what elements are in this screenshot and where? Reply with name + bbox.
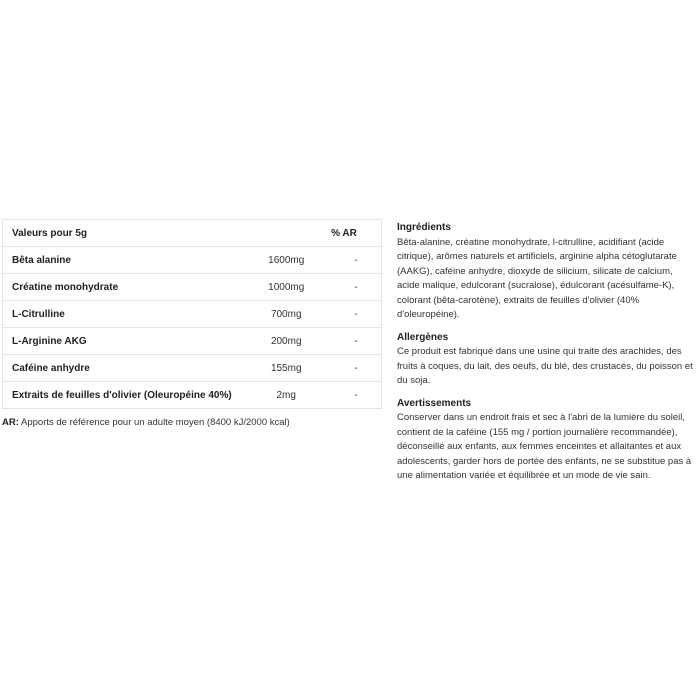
- warnings-text: Conserver dans un endroit frais et sec à l'abri de la lumière du soleil, contient de la caféine (155 mg / portion journalière recommandée), déconseillé aux enfants, aux femmes enceintes et allaitantes et aux adolescents, garder hors de portée des enfants, ne se substitue pas à une alimentation variée et équilibrée et un mode de vie sain.: [397, 412, 692, 481]
- allergens-title: Allergènes: [397, 331, 449, 343]
- nutrient-amount: 2mg: [276, 389, 296, 401]
- nutrient-amount: 200mg: [241, 328, 331, 355]
- nutrient-ar: -: [331, 301, 381, 328]
- nutrition-table: [2, 219, 382, 409]
- header-values-label: Valeurs pour 5g: [3, 220, 242, 247]
- allergens-section: [397, 331, 697, 389]
- header-ar-label: % AR: [331, 220, 381, 247]
- nutrient-amount: 700mg: [241, 301, 331, 328]
- nutrient-ar: -: [354, 389, 358, 401]
- nutrition-panel: [2, 219, 382, 428]
- nutrient-name: L-Citrulline: [3, 301, 242, 328]
- ingredients-section: [397, 221, 697, 323]
- nutrient-ar: -: [331, 247, 381, 274]
- nutrient-ar: -: [331, 355, 381, 382]
- warnings-section: [397, 397, 697, 484]
- table-row: [3, 301, 382, 328]
- nutrient-name: Extraits de feuilles d'olivier (Oleuropéine 40%): [12, 389, 232, 401]
- nutrient-amount: 1600mg: [241, 247, 331, 274]
- warnings-title: Avertissements: [397, 397, 472, 409]
- header-amount-label: [241, 220, 331, 247]
- allergens-text: Ce produit est fabriqué dans une usine qui traite des arachides, des fruits à coques, du lait, des oeufs, du blé, des crustacés, du poisson et du soja.: [397, 346, 693, 386]
- nutrient-ar: -: [331, 328, 381, 355]
- ingredients-title: Ingrédients: [397, 222, 451, 233]
- ar-footnote-text: Apports de référence pour un adulte moyen (8400 kJ/2000 kcal): [18, 417, 290, 428]
- table-row: [3, 382, 382, 409]
- nutrient-name: Bêta alanine: [3, 247, 242, 274]
- nutrient-name: L-Arginine AKG: [3, 328, 242, 355]
- ar-footnote-label: AR:: [2, 417, 19, 428]
- table-row: [3, 355, 382, 382]
- nutrient-name: Créatine monohydrate: [3, 274, 242, 301]
- table-row: [3, 247, 382, 274]
- nutrient-ar: -: [331, 274, 381, 301]
- nutrient-amount: 155mg: [241, 355, 331, 382]
- table-header-row: [3, 220, 382, 247]
- nutrient-amount: 1000mg: [241, 274, 331, 301]
- ingredients-text: Bêta-alanine, créatine monohydrate, l-citrulline, acidifiant (acide citrique), arômes naturels et artificiels, arginine alpha cétoglutarate (AAKG), caféine anhydre, dioxyde de silicium, silicate de calcium, acide malique, edulcorant (sucralose), édulcorant (acésulfame-K), colorant (bêta-carotène), extraits de feuilles d'olivier (40% d'oleuropéine).: [397, 236, 677, 320]
- ar-footnote: [2, 417, 382, 428]
- table-row: [3, 328, 382, 355]
- product-info-panel: [397, 221, 697, 492]
- table-row: [3, 274, 382, 301]
- nutrient-name: Caféine anhydre: [3, 355, 242, 382]
